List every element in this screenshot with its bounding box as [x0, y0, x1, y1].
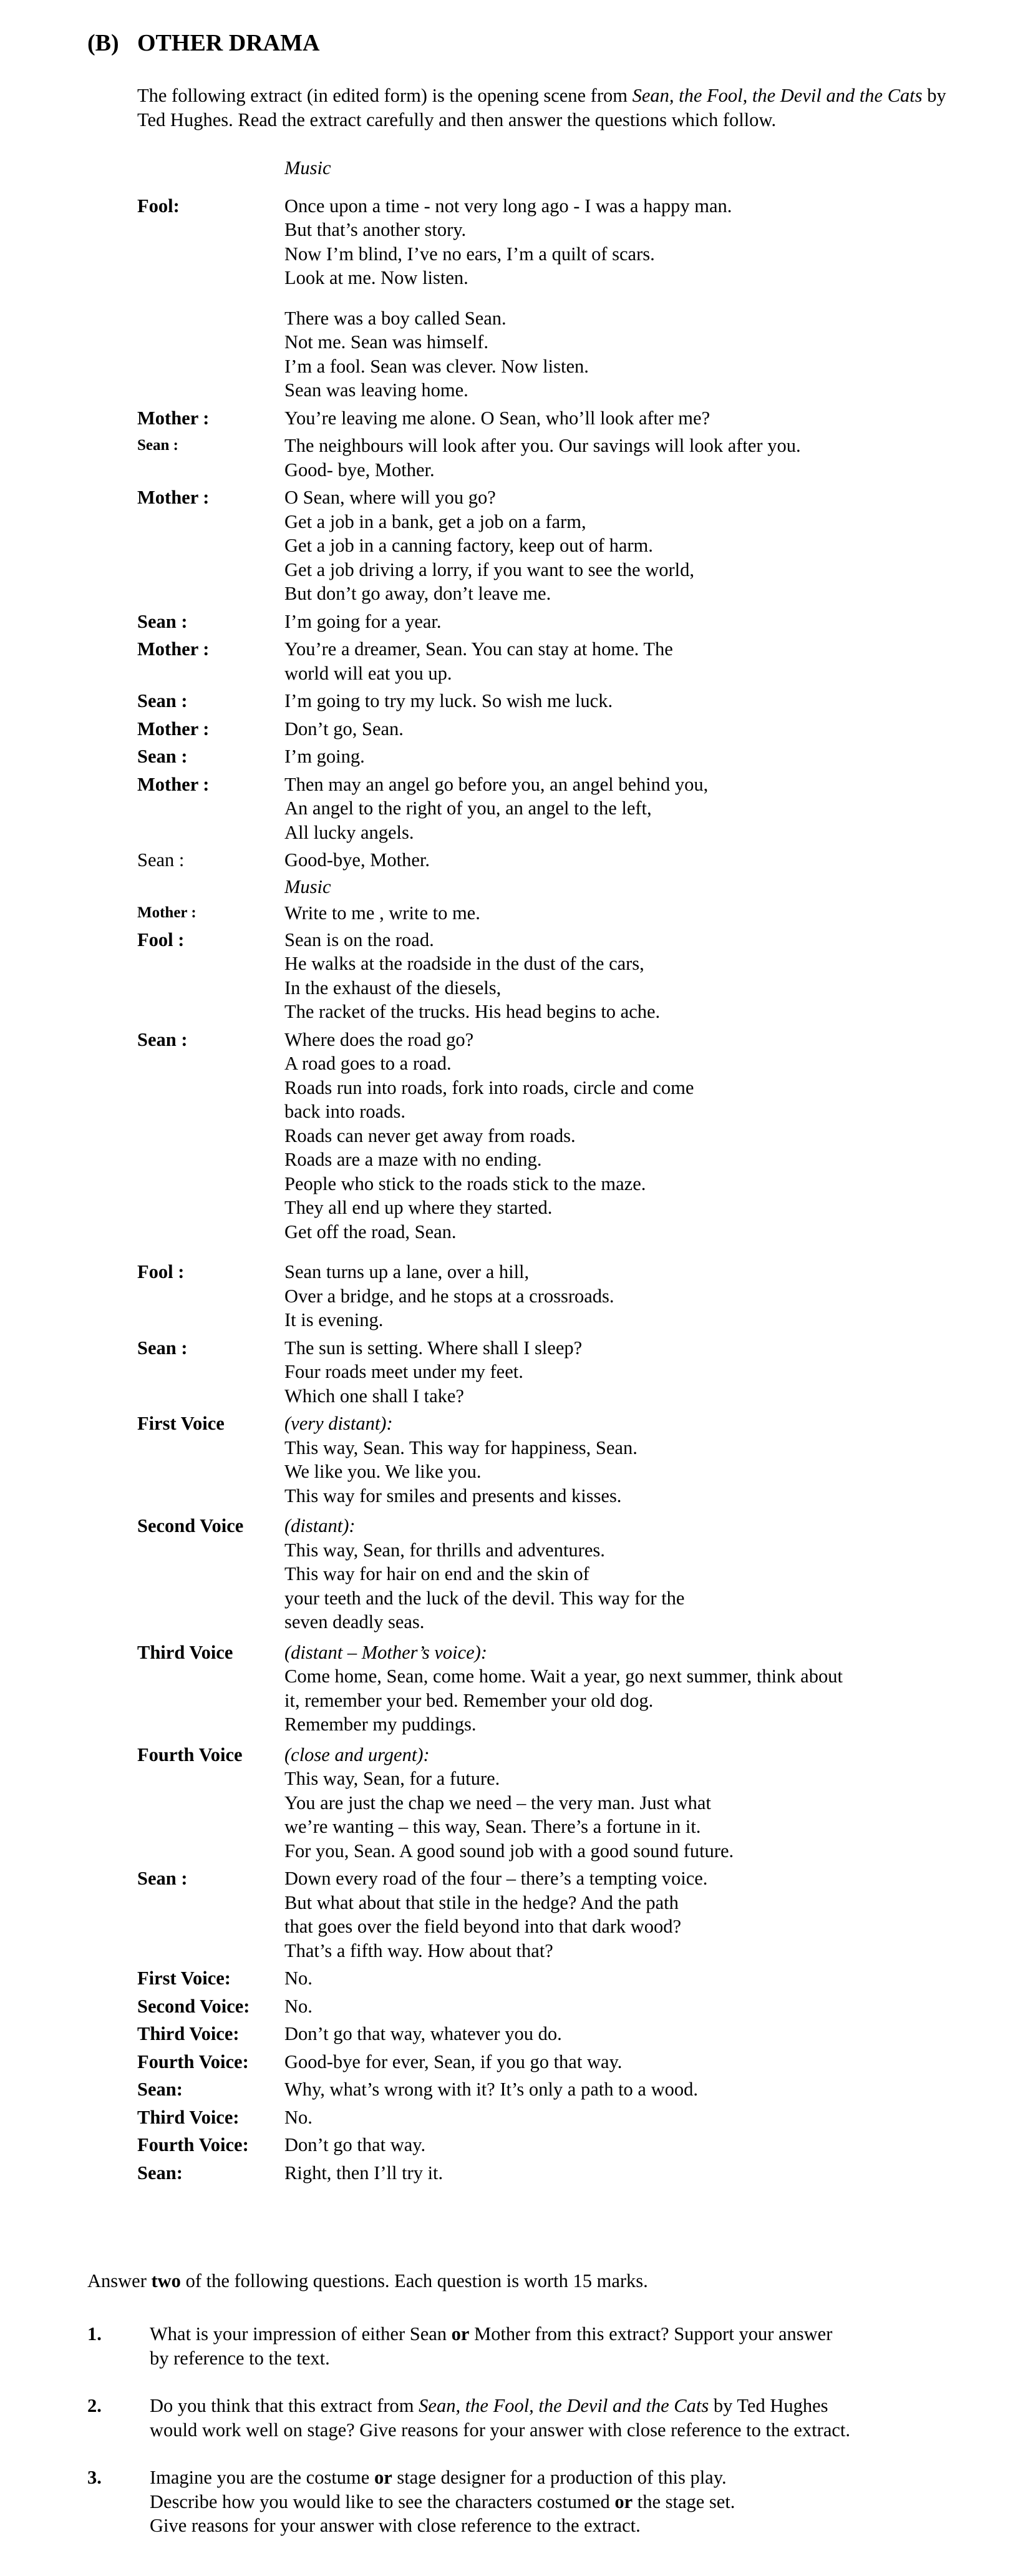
dialogue-line: There was a boy called Sean. [284, 307, 507, 329]
question-text-part: the stage set. [633, 2491, 735, 2512]
dialogue [284, 637, 973, 685]
script-turn [137, 194, 973, 290]
dialogue [284, 2133, 973, 2157]
dialogue-line: This way, Sean, for a future. [284, 1768, 500, 1789]
intro-text-1: The following extract (in edited form) is the opening scene from [137, 85, 633, 106]
dialogue-line: world will eat you up. [284, 662, 452, 684]
dialogue-line: I’m going. [284, 746, 365, 767]
dialogue-line: Get off the road, Sean. [284, 1221, 457, 1242]
question-text-part: would work well on stage? Give reasons for your answer with close reference to the extract. [150, 2419, 851, 2441]
dialogue-line: Don’t go that way. [284, 2134, 426, 2155]
stage-direction: (very distant): [284, 1413, 393, 1434]
script-turn [137, 1260, 973, 1332]
script-turn [137, 2133, 973, 2157]
dialogue-line: Get a job driving a lorry, if you want to see the world, [284, 559, 695, 580]
script-turn [137, 901, 973, 925]
speaker-name: Fourth Voice [137, 1744, 243, 1765]
speaker-name: Fourth Voice: [137, 2134, 249, 2155]
script-turn [137, 744, 973, 769]
dialogue-line: Good- bye, Mother. [284, 459, 435, 481]
stage-direction: (distant – Mother’s voice): [284, 1641, 487, 1663]
dialogue-line: An angel to the right of you, an angel to the left, [284, 798, 652, 819]
speaker-name: Sean : [137, 437, 178, 454]
dialogue-line: Now I’m blind, I’ve no ears, I’m a quilt of scars. [284, 243, 655, 265]
speaker-name: Sean : [137, 690, 188, 711]
dialogue-line: This way, Sean, for thrills and adventures. [284, 1539, 605, 1561]
dialogue-line: It is evening. [284, 1309, 384, 1330]
dialogue-line: we’re wanting – this way, Sean. There’s a fortune in it. [284, 1816, 701, 1837]
dialogue [284, 848, 973, 872]
speaker-name: Mother : [137, 638, 210, 660]
dialogue [284, 1336, 973, 1408]
speaker-name: Second Voice: [137, 1995, 250, 2017]
question-item [87, 2322, 973, 2370]
speaker-name: Fourth Voice: [137, 2051, 249, 2072]
question-number: 2. [87, 2395, 102, 2416]
dialogue [284, 875, 973, 899]
dialogue-line: But don’t go away, don’t leave me. [284, 583, 551, 604]
dialogue-line: your teeth and the luck of the devil. This way for the [284, 1587, 685, 1609]
question-text [150, 2466, 973, 2538]
script-turn [137, 928, 973, 1024]
speaker-name: Fool : [137, 929, 185, 950]
speaker-name: First Voice: [137, 1968, 231, 1989]
dialogue [284, 2077, 973, 2102]
dialogue [284, 928, 973, 1024]
stage-direction: (close and urgent): [284, 1744, 430, 1765]
speaker-name: Fool: [137, 195, 180, 217]
dialogue-line: This way for hair on end and the skin of [284, 1563, 589, 1584]
speaker-name: Third Voice: [137, 2106, 240, 2128]
dialogue-line: Come home, Sean, come home. Wait a year, go next summer, think about [284, 1666, 843, 1687]
dialogue-line: Once upon a time - not very long ago - I was a happy man. [284, 195, 732, 217]
speaker-name: Sean : [137, 1028, 188, 1050]
speaker-name: Third Voice [137, 1641, 233, 1663]
speaker-name: Fool : [137, 1261, 185, 1282]
stage-direction: Music [284, 157, 331, 178]
question-text-part: Sean, the Fool, the Devil and the Cats [419, 2395, 709, 2416]
dialogue-line: back into roads. [284, 1101, 405, 1122]
dialogue-line: He walks at the roadside in the dust of the cars, [284, 953, 644, 974]
script-turn [137, 1966, 973, 1991]
script-turn [137, 773, 973, 845]
script-turn [137, 2022, 973, 2046]
dialogue-line: Don’t go, Sean. [284, 718, 404, 739]
speaker-name: Mother : [137, 904, 196, 921]
dialogue-line: But that’s another story. [284, 219, 467, 240]
dialogue-line: The sun is setting. Where shall I sleep? [284, 1337, 583, 1359]
dialogue-line: I’m going for a year. [284, 610, 442, 632]
dialogue-line: You’re a dreamer, Sean. You can stay at home. The [284, 638, 673, 660]
dialogue-line: I’m a fool. Sean was clever. Now listen. [284, 355, 589, 377]
script-turn [137, 717, 973, 741]
stage-direction: (distant): [284, 1515, 356, 1536]
dialogue-line: that goes over the field beyond into that dark wood? [284, 1916, 682, 1937]
question-item [87, 2466, 973, 2538]
speaker-name: Third Voice: [137, 2023, 240, 2044]
dialogue [284, 744, 973, 769]
dialogue-line: In the exhaust of the diesels, [284, 977, 502, 998]
dialogue-line: Look at me. Now listen. [284, 267, 468, 288]
question-number: 3. [87, 2467, 102, 2488]
dialogue [284, 1866, 973, 1963]
dialogue [284, 901, 973, 925]
dialogue-line: Roads can never get away from roads. [284, 1125, 576, 1146]
dialogue-line: Roads are a maze with no ending. [284, 1149, 542, 1170]
dialogue-line: Get a job in a bank, get a job on a farm, [284, 510, 586, 532]
dialogue-line: We like you. We like you. [284, 1461, 482, 1482]
dialogue [284, 1641, 973, 1737]
script-turn [137, 1994, 973, 2019]
dialogue-line: A road goes to a road. [284, 1053, 452, 1074]
script-turn [137, 1866, 973, 1963]
dialogue-line: O Sean, where will you go? [284, 487, 496, 508]
dialogue-line: You’re leaving me alone. O Sean, who’ll look after me? [284, 407, 710, 429]
speaker-name: Sean : [137, 1868, 188, 1889]
dialogue-line: Right, then I’ll try it. [284, 2162, 444, 2183]
dialogue [284, 689, 973, 713]
dialogue [284, 2105, 973, 2130]
script-turn [137, 485, 973, 606]
dialogue-line: seven deadly seas. [284, 1611, 425, 1632]
script-turn [137, 1028, 973, 1244]
speaker-name: Sean : [137, 849, 185, 871]
dialogue [284, 1412, 973, 1508]
dialogue-line: The racket of the trucks. His head begins to ache. [284, 1001, 661, 1022]
dialogue-line: No. [284, 1968, 313, 1989]
dialogue [284, 717, 973, 741]
dialogue-line: Over a bridge, and he stops at a crossroads. [284, 1285, 614, 1307]
dialogue-line: Then may an angel go before you, an angel behind you, [284, 773, 709, 795]
dialogue [284, 1966, 973, 1991]
questions-instruction-bold: two [151, 2270, 181, 2291]
question-text-part: Do you think that this extract from [150, 2395, 419, 2416]
dialogue [284, 1514, 973, 1634]
dialogue-line: Get a job in a canning factory, keep out of harm. [284, 535, 653, 556]
script-turn [137, 875, 973, 899]
script-turn [137, 610, 973, 634]
dialogue-line: Remember my puddings. [284, 1714, 477, 1735]
dialogue-line: Roads run into roads, fork into roads, circle and come [284, 1076, 694, 1098]
script-turn [137, 2105, 973, 2130]
question-text-part: by reference to the text. [150, 2347, 330, 2369]
dialogue-line: Good-bye for ever, Sean, if you go that way. [284, 2051, 623, 2072]
stage-direction: Music [284, 876, 331, 897]
script-turn [137, 637, 973, 685]
question-item [87, 2394, 973, 2442]
dialogue [284, 194, 973, 290]
dialogue-line: Which one shall I take? [284, 1385, 464, 1407]
questions-instruction [87, 2269, 648, 2293]
dialogue [284, 434, 973, 482]
script-turn [137, 1412, 973, 1508]
dialogue-line: Sean was leaving home. [284, 379, 468, 401]
dialogue-line: Why, what’s wrong with it? It’s only a path to a wood. [284, 2079, 698, 2100]
question-text-part: by Ted Hughes [709, 2395, 828, 2416]
dialogue-line: But what about that stile in the hedge? And the path [284, 1891, 679, 1913]
dialogue [284, 2022, 973, 2046]
dialogue [284, 156, 973, 180]
dialogue-line: Sean turns up a lane, over a hill, [284, 1261, 530, 1282]
section-heading [87, 29, 319, 57]
question-text-part: Mother from this extract? Support your answer [469, 2323, 833, 2344]
speaker-name: Sean: [137, 2079, 183, 2100]
script-turn [137, 1336, 973, 1408]
question-text-part: Describe how you would like to see the characters costumed [150, 2491, 615, 2512]
script-turn [137, 1641, 973, 1737]
dialogue-line: No. [284, 1995, 313, 2017]
dialogue [284, 485, 973, 606]
section-label: (B) [87, 30, 119, 56]
script-turn [137, 2050, 973, 2074]
dialogue-line: Don’t go that way, whatever you do. [284, 2023, 562, 2044]
intro-text-2: by Ted Hughes. Read the extract carefully and then answer the questions which follow. [137, 85, 946, 130]
question-text-part: Imagine you are the costume [150, 2467, 374, 2488]
dialogue-line: Four roads meet under my feet. [284, 1361, 523, 1382]
dialogue-line: All lucky angels. [284, 821, 414, 843]
script-turn [137, 1514, 973, 1634]
dialogue-line: People who stick to the roads stick to the maze. [284, 1173, 646, 1194]
script-turn [137, 306, 973, 402]
section-title: OTHER DRAMA [137, 30, 320, 56]
dialogue [284, 610, 973, 634]
intro-work-title: Sean, the Fool, the Devil and the Cats [632, 85, 923, 106]
script-turn [137, 156, 973, 180]
script-turn [137, 2161, 973, 2185]
speaker-name: Sean : [137, 746, 188, 767]
questions-instruction-after: of the following questions. Each question is worth 15 marks. [180, 2270, 648, 2291]
speaker-name: Sean : [137, 610, 188, 632]
dialogue-line: Good-bye, Mother. [284, 849, 430, 871]
speaker-name: First Voice [137, 1413, 225, 1434]
speaker-name: Mother : [137, 718, 210, 739]
question-text-part: or [614, 2491, 633, 2512]
script-turn [137, 1743, 973, 1863]
dialogue-line: You are just the chap we need – the very man. Just what [284, 1792, 711, 1813]
script-turn [137, 848, 973, 872]
dialogue [284, 773, 973, 845]
dialogue [284, 406, 973, 431]
script-turn [137, 2077, 973, 2102]
question-text-part: Give reasons for your answer with close reference to the extract. [150, 2515, 641, 2536]
dialogue [284, 1028, 973, 1244]
dialogue-line: it, remember your bed. Remember your old dog. [284, 1689, 654, 1711]
play-extract [137, 156, 973, 2185]
script-turn [137, 434, 973, 482]
dialogue-line: For you, Sean. A good sound job with a good sound future. [284, 1840, 734, 1861]
dialogue-line: Sean is on the road. [284, 929, 434, 950]
question-number: 1. [87, 2323, 102, 2344]
dialogue [284, 2050, 973, 2074]
speaker-name: Sean: [137, 2162, 183, 2183]
dialogue-line: This way for smiles and presents and kisses. [284, 1485, 622, 1506]
dialogue [284, 306, 973, 402]
dialogue-line: This way, Sean. This way for happiness, Sean. [284, 1437, 638, 1458]
dialogue-line: No. [284, 2106, 313, 2128]
script-turn [137, 406, 973, 431]
question-text-part: or [374, 2467, 392, 2488]
dialogue-line: Not me. Sean was himself. [284, 331, 488, 353]
question-text [150, 2322, 973, 2370]
dialogue [284, 2161, 973, 2185]
question-text-part: stage designer for a production of this play. [392, 2467, 727, 2488]
question-text [150, 2394, 973, 2442]
question-text-part: What is your impression of either Sean [150, 2323, 452, 2344]
speaker-name: Mother : [137, 773, 210, 795]
questions-instruction-before: Answer [87, 2270, 152, 2291]
dialogue-line: Write to me , write to me. [284, 902, 480, 924]
intro-paragraph [137, 84, 973, 132]
speaker-name: Sean : [137, 1337, 188, 1359]
dialogue [284, 1260, 973, 1332]
dialogue-line: The neighbours will look after you. Our savings will look after you. [284, 435, 801, 456]
dialogue [284, 1743, 973, 1863]
speaker-name: Mother : [137, 407, 210, 429]
question-text-part: or [451, 2323, 470, 2344]
dialogue-line: I’m going to try my luck. So wish me luck. [284, 690, 613, 711]
dialogue [284, 1994, 973, 2019]
dialogue-line: Down every road of the four – there’s a tempting voice. [284, 1868, 708, 1889]
speaker-name: Second Voice [137, 1515, 244, 1536]
dialogue-line: That’s a fifth way. How about that? [284, 1939, 553, 1961]
speaker-name: Mother : [137, 487, 210, 508]
script-turn [137, 689, 973, 713]
dialogue-line: Where does the road go? [284, 1028, 474, 1050]
dialogue-line: They all end up where they started. [284, 1197, 553, 1218]
